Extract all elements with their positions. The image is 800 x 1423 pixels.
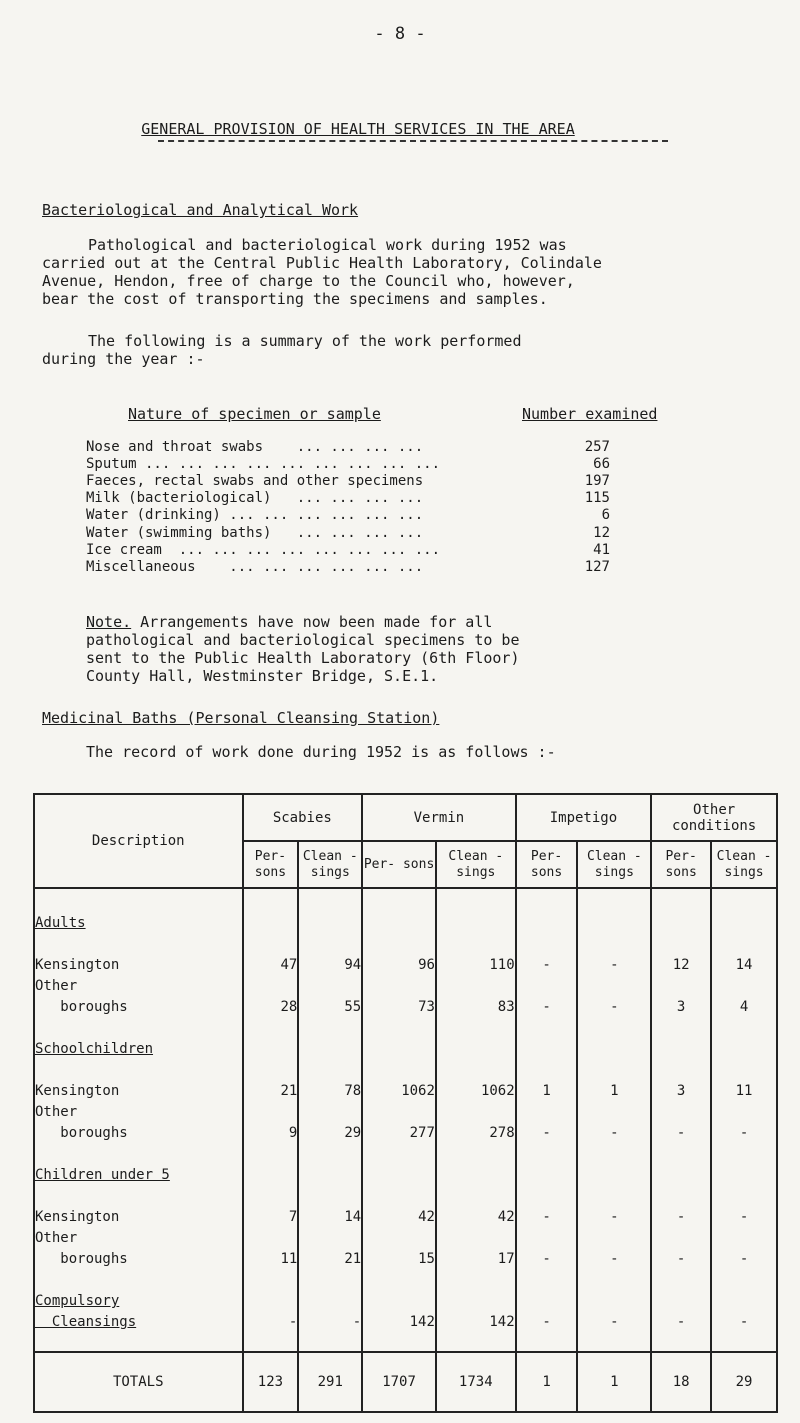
note-line: Arrangements have now been made for all <box>131 613 493 631</box>
specimen-label: Water (drinking) ... ... ... ... ... ... <box>86 507 424 524</box>
value-cell: 47 <box>243 952 299 973</box>
value-cell: 83 <box>436 994 516 1015</box>
value-cell: 3 <box>651 1078 711 1099</box>
cleansings-subheader: Clean -sings <box>711 841 777 888</box>
value-cell: 15 <box>362 1246 436 1267</box>
specimen-count: 41 <box>593 541 610 558</box>
specimen-row <box>86 507 626 524</box>
specimen-count: 115 <box>584 490 610 507</box>
specimen-row <box>86 559 626 576</box>
specimen-count: 257 <box>584 439 610 455</box>
row-label: Kensington <box>34 952 243 973</box>
row-label: Kensington <box>34 1078 243 1099</box>
specimen-row <box>86 490 626 507</box>
total-cell: 1734 <box>436 1352 516 1412</box>
value-cell: 142 <box>362 1309 436 1330</box>
value-cell: 278 <box>436 1120 516 1141</box>
table-row <box>34 1246 777 1267</box>
specimen-row <box>86 456 626 473</box>
para1-line: Avenue, Hendon, free of charge to the Council who, however, <box>42 272 575 290</box>
value-cell: 42 <box>362 1204 436 1225</box>
value-cell: 14 <box>298 1204 362 1225</box>
group-title: Schoolchildren <box>35 1041 154 1057</box>
specimen-label: Ice cream ... ... ... ... ... ... ... ... <box>86 541 441 558</box>
summary-intro <box>42 332 772 368</box>
value-cell: - <box>516 994 578 1015</box>
value-cell: - <box>298 1309 362 1330</box>
value-cell: 110 <box>436 952 516 973</box>
value-cell: 277 <box>362 1120 436 1141</box>
value-cell: - <box>577 1309 651 1330</box>
para1-line: carried out at the Central Public Health Laboratory, Colindale <box>42 254 602 272</box>
row-label: Other <box>34 1225 243 1246</box>
totals-label: TOTALS <box>34 1352 243 1412</box>
value-cell: - <box>651 1204 711 1225</box>
value-cell: - <box>651 1309 711 1330</box>
note-paragraph <box>86 613 746 685</box>
value-cell: 4 <box>711 994 777 1015</box>
value-cell: - <box>577 1120 651 1141</box>
page-number: - 8 - <box>374 24 426 44</box>
value-cell: - <box>516 1120 578 1141</box>
value-cell: 1 <box>577 1078 651 1099</box>
total-cell: 29 <box>711 1352 777 1412</box>
note-line: pathological and bacteriological specimens to be <box>86 631 520 649</box>
value-cell: 78 <box>298 1078 362 1099</box>
value-cell: 21 <box>298 1246 362 1267</box>
note-line: County Hall, Westminster Bridge, S.E.1. <box>86 667 439 685</box>
row-label: Compulsory <box>35 1293 120 1309</box>
description-header: Description <box>34 794 243 888</box>
specimen-count: 197 <box>584 473 610 490</box>
value-cell: 12 <box>651 952 711 973</box>
table-row <box>34 1078 777 1099</box>
specimen-label: Sputum ... ... ... ... ... ... ... ... ... <box>86 456 441 473</box>
medicinal-baths-table <box>33 793 778 1413</box>
group-title: Adults <box>35 915 86 931</box>
para2-line: during the year :- <box>42 350 205 368</box>
value-cell: 94 <box>298 952 362 973</box>
medicinal-section-title: Medicinal Baths (Personal Cleansing Station) <box>42 709 440 727</box>
vermin-header: Vermin <box>362 794 515 841</box>
persons-subheader: Per- sons <box>362 841 436 888</box>
value-cell: - <box>577 952 651 973</box>
total-cell: 1 <box>516 1352 578 1412</box>
row-label: Kensington <box>34 1204 243 1225</box>
value-cell: 142 <box>436 1309 516 1330</box>
value-cell: 96 <box>362 952 436 973</box>
value-cell: 29 <box>298 1120 362 1141</box>
value-cell: - <box>577 994 651 1015</box>
para2-line: The following is a summary of the work performed <box>88 332 522 350</box>
value-cell: 17 <box>436 1246 516 1267</box>
value-cell: - <box>516 952 578 973</box>
value-cell: - <box>516 1204 578 1225</box>
row-label: boroughs <box>34 994 243 1015</box>
row-label: boroughs <box>34 1120 243 1141</box>
impetigo-header: Impetigo <box>516 794 652 841</box>
value-cell: - <box>243 1309 299 1330</box>
specimen-label: Nose and throat swabs ... ... ... ... <box>86 439 424 455</box>
value-cell: 1 <box>516 1078 578 1099</box>
row-label: Cleansings <box>35 1314 137 1330</box>
row-label: Other <box>34 1099 243 1120</box>
cleansings-subheader: Clean -sings <box>298 841 362 888</box>
specimen-count: 66 <box>593 456 610 473</box>
table-row <box>34 1120 777 1141</box>
total-cell: 1 <box>577 1352 651 1412</box>
table-row <box>34 1309 777 1330</box>
total-cell: 123 <box>243 1352 299 1412</box>
totals-row <box>34 1352 777 1412</box>
value-cell: 55 <box>298 994 362 1015</box>
specimen-row <box>86 542 626 559</box>
note-label: Note. <box>86 613 132 631</box>
value-cell: 21 <box>243 1078 299 1099</box>
specimen-label: Milk (bacteriological) ... ... ... ... <box>86 490 424 507</box>
value-cell: 9 <box>243 1120 299 1141</box>
bacteriological-paragraph <box>42 236 772 308</box>
specimen-column-header: Nature of specimen or sample <box>128 405 381 423</box>
value-cell: - <box>577 1246 651 1267</box>
specimen-row <box>86 439 626 456</box>
specimen-count: 12 <box>593 524 610 541</box>
para1-line: Pathological and bacteriological work during 1952 was <box>88 236 567 254</box>
row-label: boroughs <box>34 1246 243 1267</box>
specimen-label: Faeces, rectal swabs and other specimens <box>86 473 424 490</box>
specimen-count: 127 <box>584 558 610 575</box>
table-row <box>34 1204 777 1225</box>
value-cell: - <box>711 1120 777 1141</box>
value-cell: 1062 <box>362 1078 436 1099</box>
table-row <box>34 994 777 1015</box>
bacteriological-section-title: Bacteriological and Analytical Work <box>42 201 359 219</box>
para1-line: bear the cost of transporting the specimens and samples. <box>42 290 548 308</box>
note-line: sent to the Public Health Laboratory (6th Floor) <box>86 649 520 667</box>
value-cell: 14 <box>711 952 777 973</box>
total-cell: 291 <box>298 1352 362 1412</box>
value-cell: - <box>711 1309 777 1330</box>
specimen-row <box>86 473 626 490</box>
other-conditions-header: Other conditions <box>651 794 777 841</box>
total-cell: 1707 <box>362 1352 436 1412</box>
value-cell: - <box>711 1246 777 1267</box>
specimen-label: Miscellaneous ... ... ... ... ... ... <box>86 558 424 575</box>
persons-subheader: Per- sons <box>243 841 299 888</box>
value-cell: - <box>516 1309 578 1330</box>
specimen-count: 6 <box>601 507 610 524</box>
value-cell: - <box>711 1204 777 1225</box>
medicinal-intro: The record of work done during 1952 is as follows :- <box>86 743 556 761</box>
cleansings-subheader: Clean -sings <box>577 841 651 888</box>
value-cell: - <box>516 1246 578 1267</box>
total-cell: 18 <box>651 1352 711 1412</box>
number-column-header: Number examined <box>522 405 658 423</box>
row-label: Other <box>34 973 243 994</box>
specimen-label: Water (swimming baths) ... ... ... ... <box>86 524 424 541</box>
value-cell: 7 <box>243 1204 299 1225</box>
persons-subheader: Per- sons <box>651 841 711 888</box>
value-cell: 42 <box>436 1204 516 1225</box>
page-heading: GENERAL PROVISION OF HEALTH SERVICES IN THE AREA <box>141 120 575 138</box>
heading-dashed-rule <box>158 140 668 142</box>
value-cell: 11 <box>711 1078 777 1099</box>
persons-subheader: Per- sons <box>516 841 578 888</box>
value-cell: 73 <box>362 994 436 1015</box>
value-cell: 28 <box>243 994 299 1015</box>
value-cell: 1062 <box>436 1078 516 1099</box>
value-cell: 3 <box>651 994 711 1015</box>
value-cell: - <box>651 1246 711 1267</box>
value-cell: - <box>651 1120 711 1141</box>
value-cell: - <box>577 1204 651 1225</box>
group-title: Children under 5 <box>35 1167 170 1183</box>
cleansings-subheader: Clean -sings <box>436 841 516 888</box>
specimen-row <box>86 525 626 542</box>
value-cell: 11 <box>243 1246 299 1267</box>
table-row <box>34 952 777 973</box>
scabies-header: Scabies <box>243 794 363 841</box>
